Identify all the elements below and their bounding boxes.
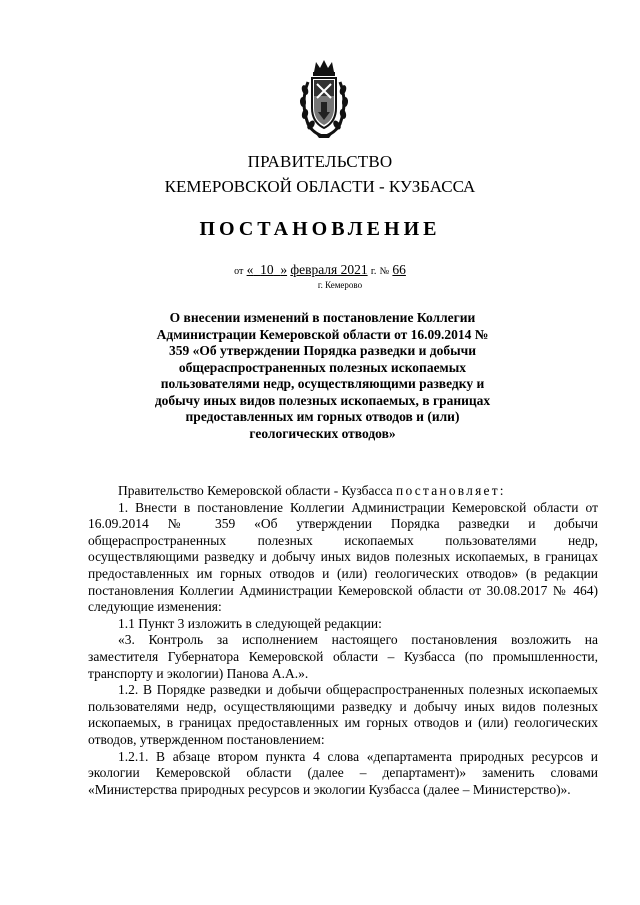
intro-resolves: постановляет: (396, 483, 506, 498)
document-body (88, 483, 598, 798)
date-from-label: от (234, 266, 244, 277)
document-type-heading: ПОСТАНОВЛЕНИЕ (199, 218, 441, 240)
government-name-line2: КЕМЕРОВСКОЙ ОБЛАСТИ - КУЗБАССА (164, 177, 476, 196)
document-title: О внесении изменений в постановление Коллегии Администрации Кемеровской области от 16.09.2014 № 359 «Об утверждении Порядка разведки и добычи общераспространенных полезных ископаемых пользователями недр, осуществляющими разведку и добычу иных видов полезных ископаемых, в границах предоставленных им горных отводов и (или) геологических отводов» (154, 310, 491, 441)
government-name-line1: ПРАВИТЕЛЬСТВО (247, 152, 393, 171)
date-month-year: февраля 2021 (290, 262, 368, 277)
paragraph-1-2-1: 1.2.1. В абзаце втором пункта 4 слова «департамента природных ресурсов и экологии Кемеровской области (далее – департамент)» заменить словами «Министерства природных ресурсов и экологии Кузбасса (далее – Министерство)». (88, 748, 598, 797)
dateline (0, 262, 640, 278)
coat-of-arms-icon (298, 58, 350, 140)
intro-paragraph (88, 483, 598, 500)
number-label: № (379, 266, 390, 277)
paragraph-1-2: 1.2. В Порядке разведки и добычи общераспространенных полезных ископаемых пользователями недр, осуществляющими разведку и добычу иных видов полезных ископаемых, в границах предоставленных им горных отводов и (или) геологических отводов, утвержденном постановлением: (88, 682, 598, 747)
date-day: 10 (260, 262, 274, 277)
date-day-close: » (280, 262, 288, 277)
document-number: 66 (392, 262, 406, 277)
paragraph-3-text: «3. Контроль за исполнением настоящего постановления возложить на заместителя Губернатора Кемеровской области – Кузбасса (по промышленности, транспорту и экологии) Панова А.А.». (88, 632, 598, 681)
paragraph-1: 1. Внести в постановление Коллегии Администрации Кемеровской области от 16.09.2014 № 359 «Об утверждении Порядка разведки и добычи общераспространенных полезных ископаемых пользователями недр, осуществляющими разведку и добычу иных видов полезных ископаемых, в границах предоставленных им горных отводов и (или) геологических отводов» (в редакции постановления Коллегии Администрации Кемеровской области от 30.08.2017 № 464) следующие изменения: (88, 499, 598, 615)
document-place: г. Кемерово (317, 280, 363, 290)
date-year-suffix: г. (370, 266, 377, 277)
date-day-open: « (246, 262, 254, 277)
intro-prefix: Правительство Кемеровской области - Кузбасса (118, 483, 393, 498)
paragraph-1-1: 1.1 Пункт 3 изложить в следующей редакции: (118, 615, 382, 631)
